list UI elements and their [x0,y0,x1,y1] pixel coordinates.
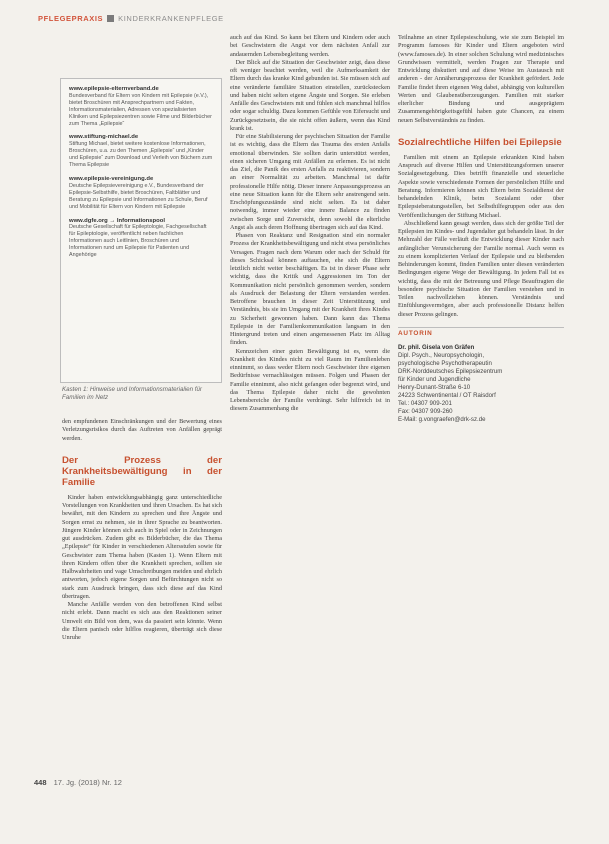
body-text: Kinder haben entwicklungsabhängig ganz unterschiedliche Vorstellungen von Krankheiten und ihren Ursachen. Es hat sich bewährt, mit den Kindern zu sprechen und ihre Ängste und Sorgen ernst zu nehmen, sie in ihrer Sprache zu beantworten. Jüngere Kinder können sich auch in Spiel oder in Zeichnungen gut ausdrücken. Zudem gibt es Bilderbücher, die das Thema „Epilepsie“ für Kinder in verschiedenen Altersstufen sowie für Geschwister zum Thema haben (Kasten 1). Wenn Eltern mit ihren Kindern offen über die Krankheit sprechen, sollten sie Halbwahrheiten und vage Umschreibungen meiden und ehrlich antworten, jedoch eigene Sorgen und Befürchtungen nicht so stark zum Ausdruck bringen, dass sich diese auf das Kind übertragen. [62,493,222,600]
author-block [398,344,564,424]
column-3 [398,34,564,424]
column-1 [62,418,222,642]
section-heading: Sozialrechtliche Hilfen bei Epilepsie [398,136,562,148]
body-text: Kennzeichen einer guten Bewältigung ist es, wenn die Krankheit des Kindes nicht zu viel Raum im Familienleben einnimmt, so dass weder Eltern noch Geschwister ihre eigenen Bedürfnisse vernachlässigen müssen. Folgen und Phasen der Familie einnimmt, also nicht gefangen oder begrenzt wird, und das Thema Epilepsie daher nicht die gewohnten Lebensbereiche der Familie verdrängt. Sehr hilfreich ist in diesem Zusammenhang die [230,347,390,413]
category-square-icon [107,15,114,22]
body-text: auch auf das Kind. So kann bei Eltern und Kindern oder auch bei Geschwistern die Angst vor dem nächsten Anfall zur andauernden Lebensbegleitung werden. [230,34,390,58]
link-url[interactable]: www.stiftung-michael.de [69,134,139,141]
author-line: 24223 Schwentinental / OT Raisdorf [398,392,496,399]
issue-label: 17. Jg. (2018) Nr. 12 [53,778,122,787]
author-line: DRK-Norddeutsches Epilepsiezentrum [398,368,503,375]
link-desc: Deutsche Epilepsievereinigung e.V., Bundesverband der Epilepsie-Selbsthilfe, bietet Broschüren, Faltblätter und Beratung zu Epilepsie und Informationen zu Schule, Beruf und Mobilität für Eltern von Kindern mit Epilepsie [69,182,208,210]
author-line: Dipl. Psych., Neuropsychologin, [398,352,485,359]
author-name: Dr. phil. Gisela von Gräfen [398,344,475,351]
body-text: Familien mit einem an Epilepsie erkrankten Kind haben Anspruch auf diverse Hilfen und Unterstützungsformen unserer Sozialgesetzgebung. Dies betrifft finanzielle und steuerliche Aspekte sowie verschiedenste Formen der persönlichen Hilfe und Beratung. Informieren können sich Eltern beim Sozialdienst der behandelnden Klinik, beim Sozialamt oder über Epilepsieberatungsstellen, bei Selbsthilfegruppen oder aus den Veröffentlichungen der Stiftung Michael. [398,153,564,219]
link-url[interactable]: www.dgfe.org → Informationspool [69,217,165,224]
link-desc: Deutsche Gesellschaft für Epileptologie, Fachgesellschaft für Epileptologie, veröffentlicht neben fachlichen Informationen auch Leitlinien, Broschüren und Informationen rund um Epilepsie für Patienten und Angehörige [69,224,207,259]
author-line: psychologische Psychotherapeutin [398,360,492,367]
column-2 [230,34,390,414]
page-footer [34,778,122,787]
body-text: Für eine Stabilisierung der psychischen Situation der Familie ist es wichtig, dass die Eltern das Trauma des ersten Anfalls emotional überwinden. Sie sollten darin unterstützt werden, einen sicheren Umgang mit Anfällen zu erlernen. Es ist nicht das Ziel, die Panik des ersten Anfalls zu reaktivieren, sondern an einer Normalität zu arbeiten. Manchmal ist dafür professionelle Hilfe nötig. Dieser innere Anpassungsprozess an eine neue Situation kann für die Eltern sehr anstrengend sein. Erschöpfungszustände sind nicht selten. Es ist daher notwendig, immer wieder eine innere Balance zu finden zwischen Sorge und Zuversicht, denn sowohl die elterliche Angst als auch deren Hoffnung übertragen sich auf das Kind. [230,133,390,231]
section-label: PFLEGEPRAXIS [38,13,104,23]
author-line: Fax: 04307 909-260 [398,408,453,415]
authors-heading: AUTORIN [398,327,564,338]
body-text: den empfundenen Einschränkungen und der Bewertung eines Verletzungsrisikos durch das Auftreten von Anfällen geprägt werden. [62,418,222,442]
body-text: Manche Anfälle werden von den betroffenen Kind selbst nicht erlebt. Dann macht es sich aus den Reaktionen seiner Umwelt ein Bild von dem, was da passiert sein könnte. Wenn die Eltern panisch oder hilflos reagieren, überträgt sich diese Unruhe [62,601,222,641]
category-label: KINDERKRANKENPFLEGE [118,13,224,23]
page-header [38,12,224,24]
link-url[interactable]: www.epilepsie-vereinigung.de [69,175,154,182]
author-line: für Kinder und Jugendliche [398,376,471,383]
author-email[interactable]: E-Mail: g.vongraefen@drk-sz.de [398,416,486,423]
page-number: 448 [34,778,47,787]
link-url[interactable]: www.epilepsie-elternverband.de [69,86,159,92]
body-text: Phasen von Reaktanz und Resignation sind ein normaler Prozess der Krankheitsbewältigung und nicht etwa persönliches Versagen. Fragen nach dem Warum oder nach der Schuld für dieses Schicksal können auftauchen, ehe sich die Eltern letztlich nicht weiter beschäftigen. Es ist in dieser Phase sehr wichtig, dass die Kritik und Aggressionen im Ton der Kommunikation nicht persönlich genommen werden, sondern als Ausdruck der Belastung der Eltern verstanden werden. Betroffene brauchen in dieser Zeit Unterstützung und Verständnis, bis sie im Umgang mit der Krankheit ihres Kindes zu Sicherheit gewonnen haben. Dann kann das Thema Epilepsie in der Familienkommunikation langsam in den Hintergrund treten und einen angemessenen Platz im Alltag finden. [230,232,390,347]
box-caption: Kasten 1: Hinweise und Informationsmaterialien für Familien im Netz [62,386,202,401]
link-desc: Stiftung Michael, bietet weitere kostenlose Informationen, Broschüren, u.a. zu den Themen „Epilepsie“ und „Kinder und Epilepsie“ zum Download und Verleih von Büchern zum Thema Epilepsie [69,141,213,169]
body-text: Abschließend kann gesagt werden, dass sich der größte Teil der Epilepsien im Kindes- und Jugendalter gut behandeln lässt. In der Mehrzahl der Fälle verläuft die Entwicklung dieser Kinder nach anfänglicher Verunsicherung der Familie normal. Auch wenn es zu einem komplizierten Verlauf der Epilepsie und zu bleibenden Behinderungen kommt, finden Familien unter diesen veränderten Bedingungen eigene Wege der Bewältigung. In jedem Fall ist es wichtig, dass die mit der Betreuung und Pflege Beauftragten die besondere psychische Situation der Familien verstehen und in Teilen nachvollziehen können. Verständnis und Einfühlungsvermögen, aber auch professionelle Distanz helfen dieser Prozess gelingen. [398,219,564,318]
body-text: Teilnahme an einer Epilepsieschulung, wie sie zum Beispiel im Programm famoses für Kinder und Eltern angeboten wird (www.famoses.de). In einer solchen Schulung wird medizinisches Grundwissen vermittelt, werden Fragen zur Therapie und Entwicklung diskutiert und auf diese Weise im Austausch mit anderen - der Annäherungsprozess der Krankheit gefördert. Jede Familie findet ihren eigenen Weg dabei, abhängig von kulturellen Werten und Glaubensüberzeugungen. Familien mit starker elterlicher Bindung und ausgeprägtem Zusammengehörigkeitsgefühl haben gute Chancen, zu einem neuen Selbstverständnis zu finden. [398,34,564,124]
body-text: Der Blick auf die Situation der Geschwister zeigt, dass diese oft weniger beachtet werden, weil die Aufmerksamkeit der Eltern durch das kranke Kind gebunden ist. Sie müssen sich auf eine veränderte familiäre Situation einstellen, zurückstecken und haben nicht selten eigene Ängste und Sorgen. Sie erleben Anfälle des Geschwisters mit und fühlen sich manchmal hilflos oder sogar schuldig. Dazu kommen Gefühle von Eifersucht und Zurückgesetztsein, die sie nicht offen äußern, wenn das Kind krank ist. [230,58,390,132]
section-heading: Der Prozess der Krankheitsbewältigung in der Familie [62,454,222,488]
link-desc: Bundesverband für Eltern von Kindern mit Epilepsie (e.V.), bietet Broschüren mit Ansprechpartnern und Fakten, Informationsmaterialien, Adressen von spezialisierten Kliniken und Epilepsiezentren sowie Filme und Bilderbücher zum Thema „Epilepsie“ [69,92,212,127]
links-box [60,78,222,383]
author-line: Tel.: 04307 909-201 [398,400,452,407]
author-line: Henry-Dunant-Straße 6-10 [398,384,471,391]
